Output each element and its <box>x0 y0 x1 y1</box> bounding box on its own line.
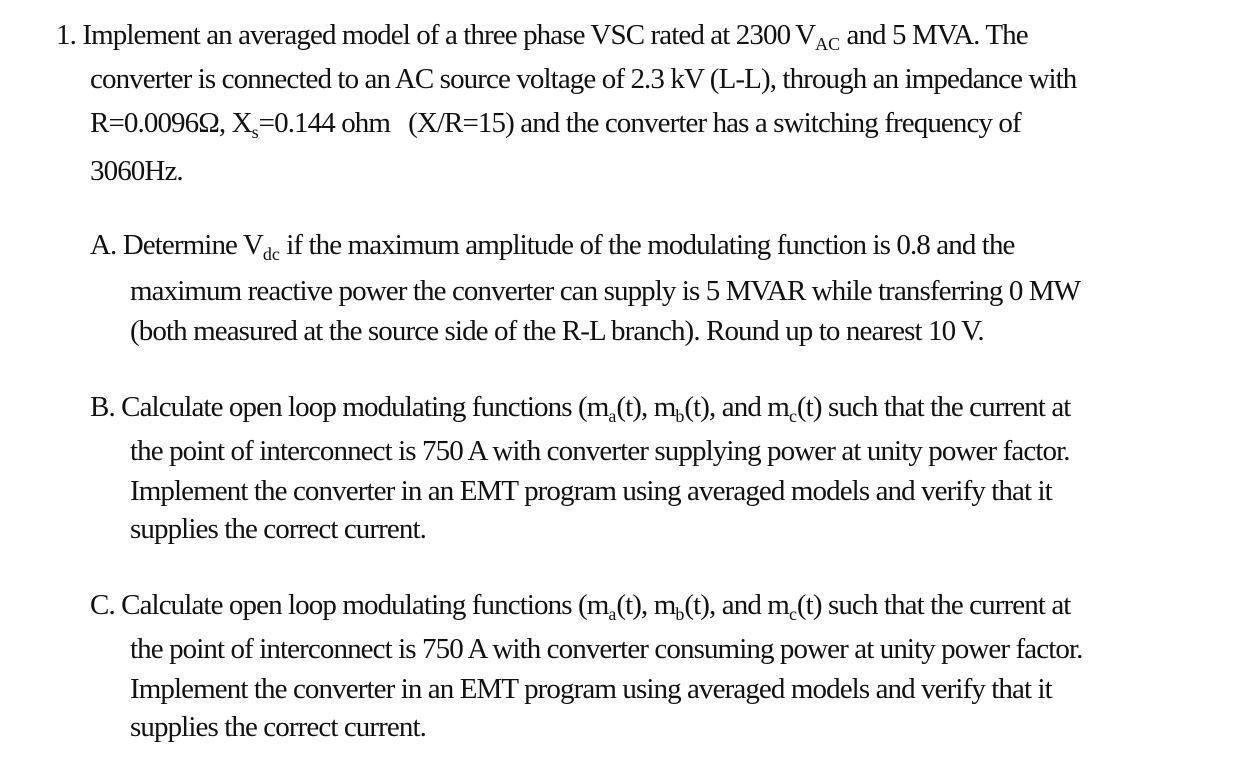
part-b-text-1a: B. Calculate open loop modulating functions (m <box>90 391 609 423</box>
subscript-b: b <box>675 405 685 426</box>
part-b-line-3 <box>130 474 1052 508</box>
intro-line-3 <box>90 106 1021 140</box>
intro-text-3b: =0.144 ohm <box>258 107 391 139</box>
part-c-text-1d: (t) such that the current at <box>796 589 1071 621</box>
intro-text-3a: R=0.0096Ω, X <box>90 107 252 139</box>
subscript-b: b <box>675 603 685 624</box>
subscript-s: s <box>251 121 259 142</box>
problem-number: 1. <box>56 19 76 51</box>
part-b-text-2: the point of interconnect is 750 A with converter supplying power at unity power factor. <box>130 435 1070 467</box>
part-a-line-1 <box>90 228 1015 262</box>
intro-text-4: 3060Hz. <box>90 155 183 187</box>
part-b-text-3: Implement the converter in an EMT program using averaged models and verify that it <box>130 475 1052 507</box>
part-a-line-2 <box>130 274 1080 308</box>
part-c-text-1a: C. Calculate open loop modulating functions (m <box>90 589 609 621</box>
part-a-text-3: (both measured at the source side of the R-L branch). Round up to nearest 10 V. <box>130 315 984 347</box>
part-b-text-1d: (t) such that the current at <box>796 391 1071 423</box>
intro-line-2 <box>90 62 1076 96</box>
part-c-text-1b: (t), m <box>616 589 676 621</box>
part-c-line-1 <box>90 588 1070 622</box>
subscript-a: a <box>608 603 617 624</box>
intro-text-2: converter is connected to an AC source voltage of 2.3 kV (L-L), through an impedance with <box>90 63 1077 95</box>
intro-text-1a: Implement an averaged model of a three phase VSC rated at 2300 V <box>82 19 816 51</box>
part-b-text-1c: (t), and m <box>684 391 789 423</box>
subscript-dc: dc <box>262 243 280 264</box>
subscript-c: c <box>788 603 797 624</box>
part-a-text-1b: if the maximum amplitude of the modulating function is 0.8 and the <box>279 229 1015 261</box>
intro-line-4 <box>90 154 183 188</box>
part-a-line-3 <box>130 314 984 348</box>
part-b-line-4 <box>130 512 426 546</box>
subscript-ac: AC <box>815 33 841 54</box>
part-c-line-2 <box>130 632 1082 666</box>
part-c-line-3 <box>130 672 1052 706</box>
part-c-text-2: the point of interconnect is 750 A with converter consuming power at unity power factor. <box>130 633 1083 665</box>
part-c-line-4 <box>130 710 426 744</box>
intro-line-1 <box>56 18 1028 52</box>
intro-text-3c: (X/R=15) and the converter has a switching frequency of <box>408 107 1021 139</box>
part-c-text-4: supplies the correct current. <box>130 711 426 743</box>
intro-text-1b: and 5 MVA. The <box>846 19 1028 51</box>
part-b-line-2 <box>130 434 1070 468</box>
part-b-text-4: supplies the correct current. <box>130 513 426 545</box>
part-a-text-2: maximum reactive power the converter can supply is 5 MVAR while transferring 0 MW <box>130 275 1081 307</box>
subscript-a: a <box>608 405 617 426</box>
part-a-text-1a: A. Determine V <box>90 229 263 261</box>
part-b-line-1 <box>90 390 1070 424</box>
subscript-c: c <box>788 405 797 426</box>
part-c-text-1c: (t), and m <box>684 589 789 621</box>
part-b-text-1b: (t), m <box>616 391 676 423</box>
part-c-text-3: Implement the converter in an EMT program using averaged models and verify that it <box>130 673 1052 705</box>
